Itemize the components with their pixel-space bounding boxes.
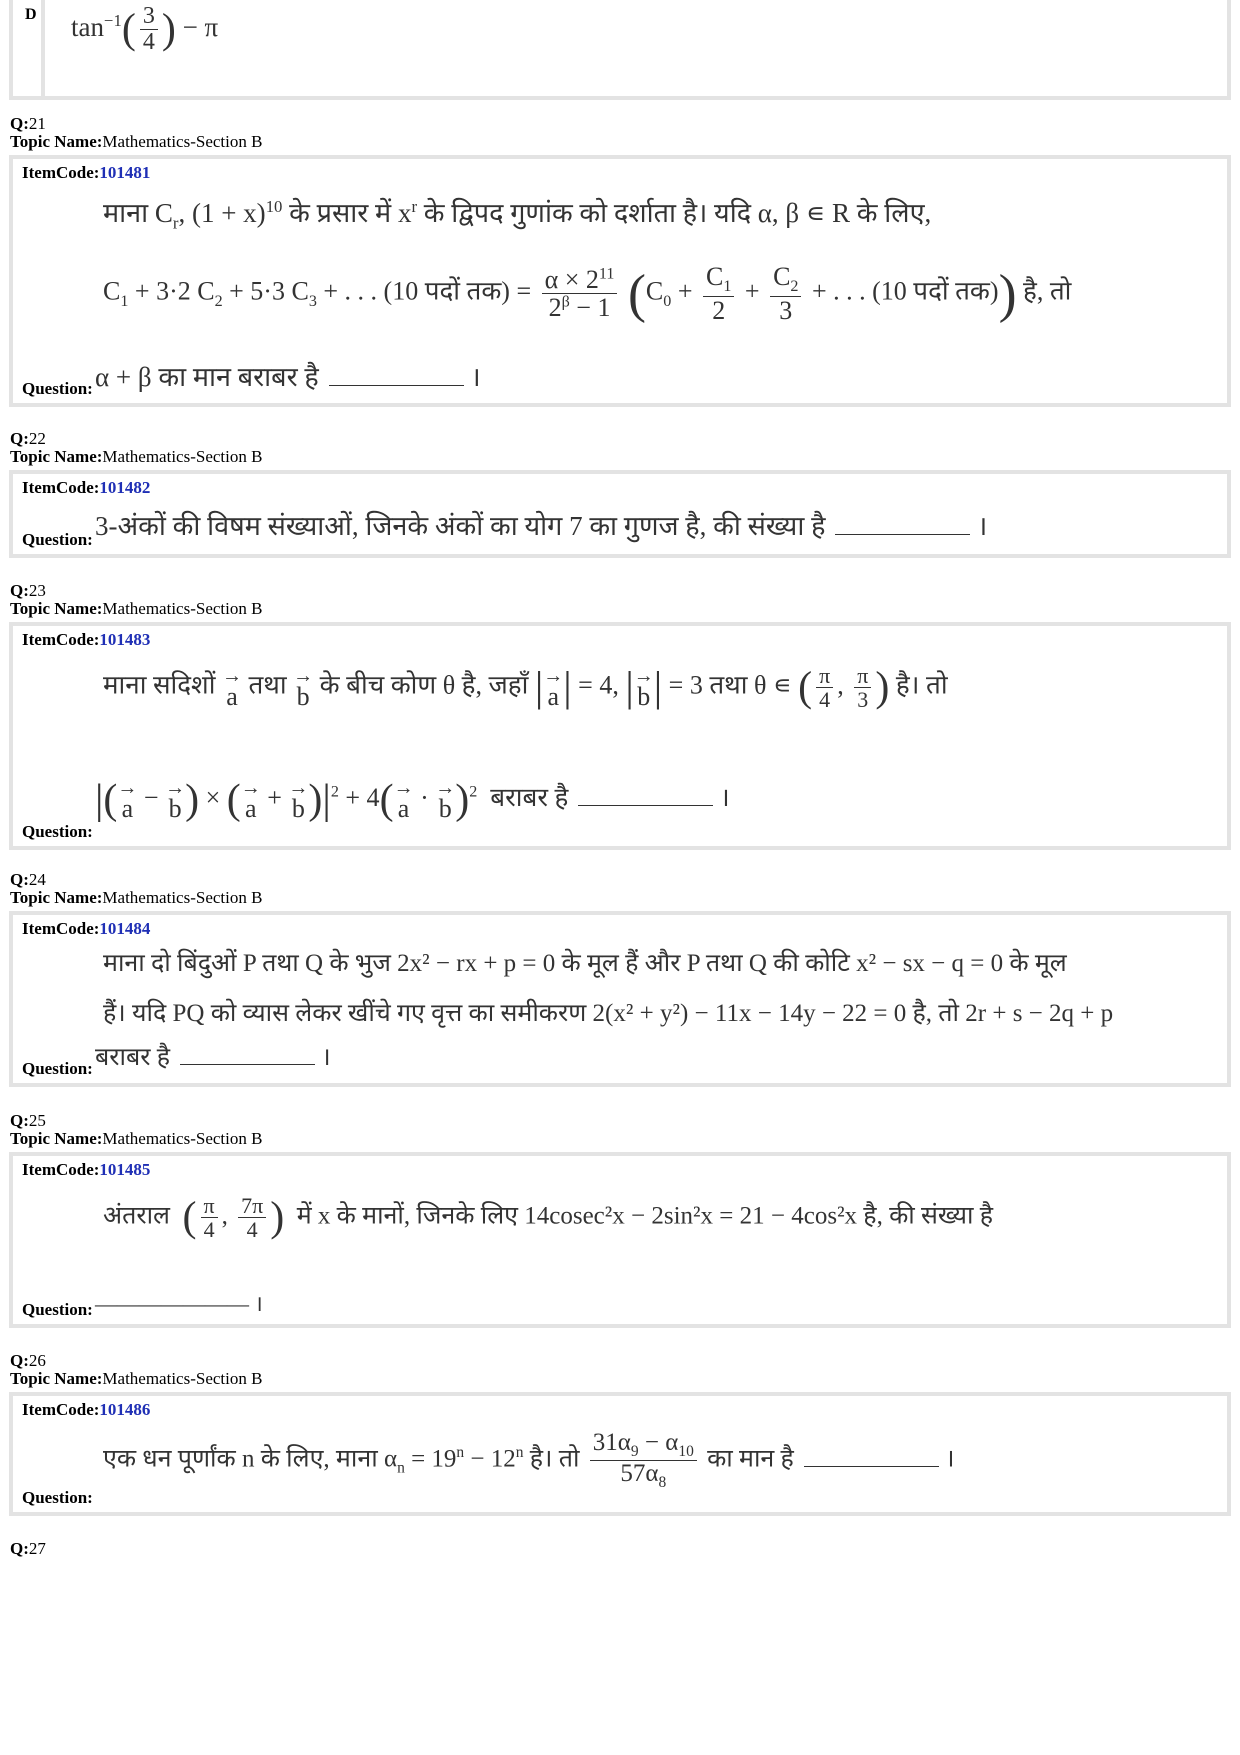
itemcode: ItemCode:101483 (22, 630, 151, 649)
q24-line2: हैं। यदि PQ को व्यास लेकर खींचे गए वृत्त का समीकरण 2(x² + y²) − 11x − 14y − 22 = 0 है, तो 2r + s − 2q + p (103, 1000, 1114, 1027)
q26-line1: एक धन पूर्णांक n के लिए, माना $\alpha_n = 19^n - 12^n$ है। तो $\frac{31\alpha_9 - \alpha_{10}}{57\alpha_8}$ का मान है । (103, 1429, 955, 1492)
q24-line3: बराबर है । (95, 1044, 331, 1071)
q26-box (9, 1392, 1231, 1516)
q23-line1: माना सदिशों → a तथा → b के बीच कोण θ है, जहाँ | → a | = 4, | → b | = 3 तथा θ ∊ ( $\frac{\pi}{4}$ , $\frac{\pi}{3}$ ) है। तो (103, 663, 948, 713)
q23-header: Q:23 Topic Name:Mathematics-Section B (10, 581, 263, 618)
q25-line2: ——————— । (95, 1291, 263, 1316)
question-label: Question: (22, 530, 93, 549)
question-label: Question: (22, 1488, 93, 1507)
q21-line1: माना $C_r$, $(1 + x)^{10}$ के प्रसार में $x^r$ के द्विपद गुणांक को दर्शाता है। यदि α, β ∊ R के लिए, (103, 197, 932, 233)
q25-header: Q:25 Topic Name:Mathematics-Section B (10, 1111, 263, 1148)
question-label: Question: (22, 1300, 93, 1319)
q24-header: Q:24 Topic Name:Mathematics-Section B (10, 870, 263, 907)
q25-line1: अंतराल ( $\frac{\pi}{4}$ , $\frac{7\pi}{4}$ ) में x के मानों, जिनके लिए 14cosec²x − 2sin²x = 21 − 4cos²x है, की संख्या है (103, 1193, 994, 1243)
question-label: Question: (22, 822, 93, 841)
option-d-expression: $\tan^{-1}$( $\frac{3}{4}$ ) − π (71, 3, 219, 56)
q21-line3: α + β का मान बराबर है । (95, 362, 481, 392)
itemcode: ItemCode:101486 (22, 1400, 151, 1419)
question-label: Question: (22, 379, 93, 398)
q27-header: Q:27 (10, 1539, 46, 1558)
itemcode: ItemCode:101481 (22, 163, 151, 182)
q22-header: Q:22 Topic Name:Mathematics-Section B (10, 429, 263, 466)
q22-box (9, 470, 1231, 558)
question-label: Question: (22, 1059, 93, 1078)
itemcode: ItemCode:101485 (22, 1160, 151, 1179)
option-divider (41, 0, 45, 96)
q25-box (9, 1152, 1231, 1328)
q23-box (9, 622, 1231, 850)
option-letter: D (25, 6, 37, 23)
q21-box (9, 155, 1231, 407)
q26-header: Q:26 Topic Name:Mathematics-Section B (10, 1351, 263, 1388)
itemcode: ItemCode:101484 (22, 919, 151, 938)
q24-box (9, 911, 1231, 1087)
option-d-box (9, 0, 1231, 100)
itemcode: ItemCode:101482 (22, 478, 151, 497)
q21-header: Q:21 Topic Name:Mathematics-Section B (10, 114, 263, 151)
q21-line2: $C_1 + 3\cdot 2$ $C_2 + 5\cdot 3$ $C_3$ + . . . (10 पदों तक) = $\frac{\alpha \times 2^{11}}{2^\beta - 1}$ ($C_0$ + $\frac{C_1}{2}$ + $\frac{C_2}{3}$ + . . . (10 पदों तक)) है, तो (103, 262, 1072, 326)
q24-line1: माना दो बिंदुओं P तथा Q के भुज 2x² − rx + p = 0 के मूल हैं और P तथा Q की कोटि x² − sx − q = 0 के मूल (103, 950, 1067, 977)
q23-line2: |( → a − → b ) × ( → a + → b )$|^2 + 4$( → a · → b )$^2$ बराबर है । (95, 777, 730, 824)
q22-line1: 3-अंकों की विषम संख्याओं, जिनके अंकों का योग 7 का गुणज है, की संख्या है । (95, 511, 988, 541)
